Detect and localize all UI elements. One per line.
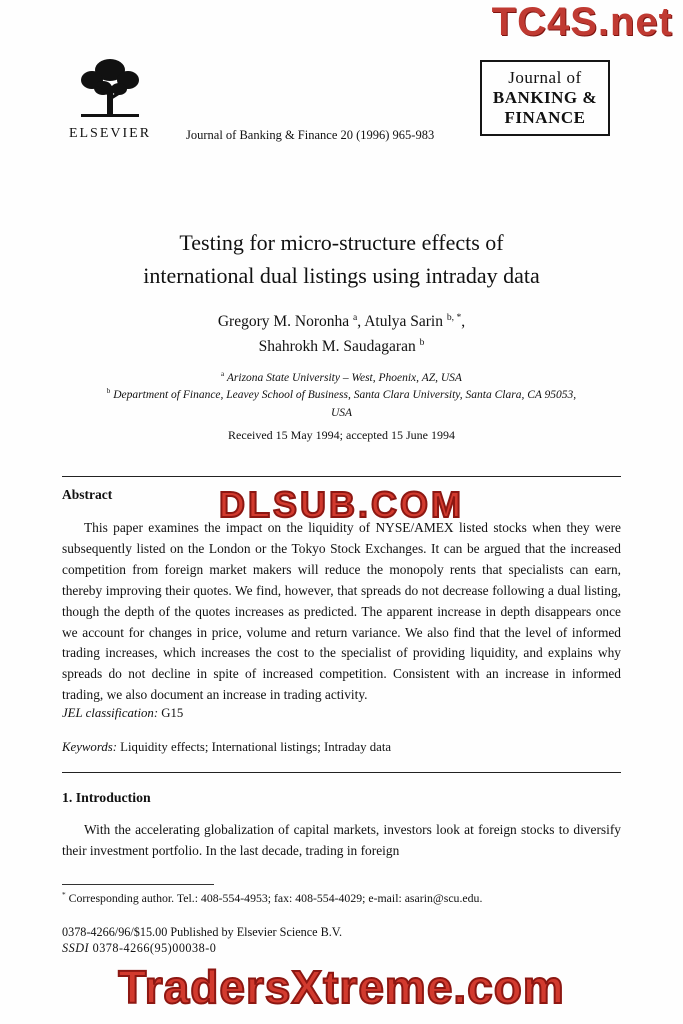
journal-citation: Journal of Banking & Finance 20 (1996) 965-983 (186, 128, 435, 142)
keywords-line (62, 740, 621, 755)
copyright-line: 0378-4266/96/$15.00 Published by Elsevier Science B.V. (62, 925, 343, 939)
affiliations (62, 370, 621, 422)
author-line-1: Gregory M. Noronha $^a$, Atulya Sarin $^{b, *}$, (217, 311, 466, 330)
abstract-heading: Abstract (62, 487, 113, 502)
article-title (62, 226, 621, 292)
footnote-text: Corresponding author. Tel.: 408-554-4953; fax: 408-554-4029; e-mail: asarin@scu.edu. (65, 891, 483, 905)
divider-above-introduction (62, 772, 621, 773)
jel-classification (62, 706, 621, 721)
elsevier-label: ELSEVIER (68, 126, 152, 141)
journal-logo-box (480, 60, 610, 136)
author-affil-sup: b, * (446, 311, 462, 323)
introduction-body: With the accelerating globalization of capital markets, investors look at foreign stocks to diversify their investment portfolio. In the last decade, trading in foreign (62, 822, 621, 858)
watermark-top: TC4S.net (491, 0, 673, 44)
divider-above-abstract (62, 476, 621, 477)
jel-label: JEL classification: (62, 706, 159, 720)
corresponding-author-footnote (62, 891, 621, 906)
elsevier-tree-icon (64, 56, 156, 124)
title-line-2: international dual listings using intraday data (143, 263, 540, 288)
watermark-middle: DLSUB.COM (219, 484, 464, 525)
received-dates: Received 15 May 1994; accepted 15 June 1994 (228, 428, 455, 442)
affiliation-b-cont: USA (330, 406, 353, 419)
keywords-value: Liquidity effects; International listings; Intraday data (116, 740, 392, 754)
ssdi-line (62, 941, 621, 956)
ssdi-label: SSDI (62, 941, 90, 955)
introduction-heading: 1. Introduction (62, 790, 151, 805)
author-line-2: Shahrokh M. Saudagaran $^b$ (258, 336, 425, 355)
watermark-bottom: TradersXtreme.com (118, 961, 565, 1013)
journal-logo-line3: FINANCE (504, 107, 586, 127)
keywords-label: Keywords: (62, 740, 117, 754)
author-list (62, 310, 621, 360)
title-line-1: Testing for micro-structure effects of (179, 230, 504, 255)
author-affil-sup: a (353, 311, 358, 323)
footnote-marker: * (62, 890, 66, 900)
affiliation-b: $^b$ Department of Finance, Leavey School of Business, Santa Clara University, Santa Clara, CA 95053, (106, 387, 577, 402)
abstract-body: This paper examines the impact on the liquidity of NYSE/AMEX listed stocks when they were subsequently listed on the London or the Tokyo Stock Exchanges. It can be argued that the increased competition from foreign market makers will reduce the monopoly rents that specialists can earn, thereby improving their quotes. We find, however, that spreads do not decrease following a dual listing, though the depth of the quotes increases as predicted. The apparent increase in depth disappears once we account for changes in price, volume and return variance. We also find that the level of informed trading increases, which increases the cost to the specialist of providing liquidity, and explains why spreads do not decline in spite of increased competition. Consistent with an increase in informed trading, we also document an increase in trading activity. (62, 520, 621, 703)
author-affil-sup: b (419, 336, 425, 348)
footnote-divider (62, 884, 214, 885)
jel-value: G15 (158, 706, 184, 720)
affiliation-a: $^a$ Arizona State University – West, Phoenix, AZ, USA (221, 370, 462, 384)
journal-logo-line1: Journal of (508, 68, 582, 87)
journal-logo-line2: BANKING & (492, 88, 598, 107)
ssdi-value: 0378-4266(95)00038-0 (89, 941, 217, 955)
elsevier-logo (64, 56, 156, 142)
